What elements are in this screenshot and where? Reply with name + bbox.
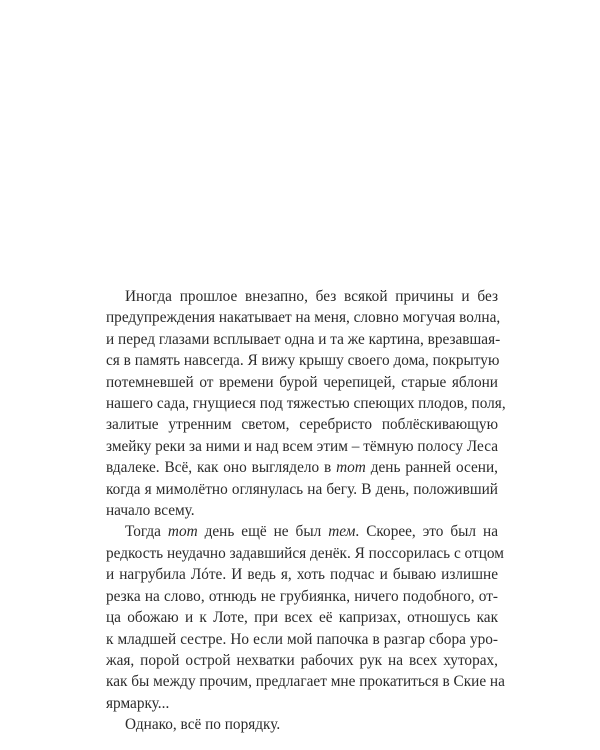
text-line	[106, 500, 498, 521]
text-run: ся в память навсегда. Я вижу крышу своего дома, покрытую	[106, 352, 500, 370]
text-run: Иногда прошлое внезапно, без всякой причины и без	[125, 288, 498, 305]
text-run: редкость неудачно задавшийся денёк. Я поссорилась с отцом	[106, 544, 504, 562]
text-line	[106, 329, 501, 350]
text-run: Тогда	[125, 523, 168, 541]
text-line	[106, 307, 501, 328]
italic-text: тем	[328, 523, 356, 541]
paragraph	[106, 521, 505, 714]
text-line	[106, 393, 506, 414]
text-run: змейку реки за ними и над всем этим – тёмную полосу Леса	[106, 437, 498, 455]
text-run: к младшей сестре. Но если мой папочка в разгар сбора уро-	[106, 630, 498, 648]
text-line	[106, 693, 498, 714]
text-line	[106, 650, 498, 671]
text-line	[106, 479, 498, 500]
body-text	[106, 286, 506, 736]
text-line	[106, 457, 498, 478]
text-run: как бы между прочим, предлагает мне прокатиться в Ские на	[106, 673, 505, 691]
text-line	[106, 671, 505, 692]
text-run: резка на слово, отнюдь не грубиянка, ничего подобного, от-	[106, 587, 498, 605]
text-line	[106, 607, 498, 628]
text-run: жая, порой острой нехватки рабочих рук на всех хуторах,	[106, 651, 498, 669]
text-run: ярмарку...	[106, 694, 170, 712]
text-line	[106, 586, 498, 607]
text-line	[106, 436, 498, 457]
text-run: . Скорее, это был на	[355, 523, 498, 541]
text-run: вдалеке. Всё, как оно выглядело в	[106, 459, 337, 477]
text-run: потемневшей от времени бурой черепицей, старые яблони	[106, 373, 498, 391]
text-line	[106, 629, 498, 650]
italic-text: тот	[167, 523, 198, 541]
text-run: ца обожаю и к Лоте, при всех её капризах, отношусь как	[106, 609, 498, 627]
text-run: и перед глазами всплывает одна и та же картина, врезавшая-	[106, 330, 501, 348]
text-line	[106, 414, 498, 435]
text-run: день ранней осени,	[365, 459, 498, 477]
text-line	[106, 350, 498, 371]
paragraph	[106, 286, 506, 521]
text-run: предупреждения накатывает на меня, словно могучая волна,	[106, 309, 501, 327]
text-line	[106, 286, 498, 307]
text-line	[106, 521, 498, 542]
text-run: день ещё не был	[197, 523, 329, 541]
text-run: когда я мимолётно оглянулась на бегу. В день, положивший	[106, 480, 498, 498]
text-run: и нагрубила Лóте. И ведь я, хоть подчас и бываю излишне	[106, 566, 498, 584]
italic-text: тот	[336, 459, 366, 477]
text-run: начало всему.	[106, 502, 195, 520]
text-line	[106, 714, 498, 735]
text-line	[106, 372, 498, 393]
text-run: Однако, всё по порядку.	[125, 716, 281, 734]
text-run: нашего сада, гнущиеся под тяжестью спеющих плодов, поля,	[106, 395, 506, 413]
text-run: залитые утренним светом, серебристо поблёскивающую	[106, 416, 498, 434]
text-line	[106, 543, 504, 564]
paragraph	[106, 714, 498, 735]
text-line	[106, 564, 498, 585]
